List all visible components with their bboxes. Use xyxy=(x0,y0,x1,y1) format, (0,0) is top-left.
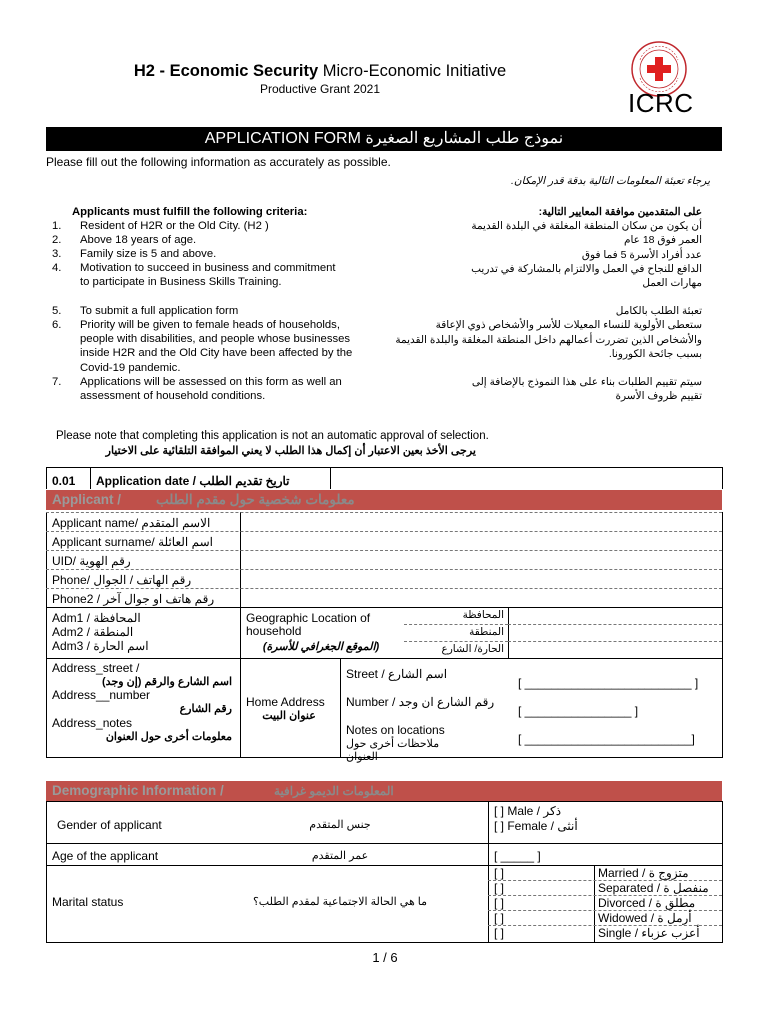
criteria-item: Above 18 years of age. xyxy=(80,234,197,246)
application-date-input[interactable] xyxy=(336,471,716,487)
criteria-num: 4. xyxy=(52,262,62,274)
adm1-input[interactable] xyxy=(512,609,718,623)
uid-input[interactable] xyxy=(244,552,718,568)
notice-text-ar: يرجى الأخذ بعين الاعتبار أن إكمال هذا الطلب لا يعني الموافقة التلقائية على الاختيار xyxy=(105,445,476,457)
criteria-num: 7. xyxy=(52,376,62,388)
geo-location-label: Geographic Location of household xyxy=(246,611,371,638)
street-input[interactable]: [ _________________________ ] xyxy=(518,676,699,690)
widowed-checkbox[interactable]: [ ] xyxy=(494,911,505,925)
adm3-input[interactable] xyxy=(512,643,718,657)
notes-field-label: Notes on locations xyxy=(346,723,445,737)
adm1-label: Adm1 / المحافظة xyxy=(52,611,141,625)
criteria-item: Resident of H2R or the Old City. (H2 ) xyxy=(80,220,269,232)
criteria-heading-ar: على المتقدمين موافقة المعايير التالية: xyxy=(538,206,702,218)
single-checkbox[interactable]: [ ] xyxy=(494,926,505,940)
adm1-label-ar: المحافظة xyxy=(462,609,504,621)
married-checkbox[interactable]: [ ] xyxy=(494,866,505,880)
address-notes-label-ar: معلومات أخرى حول العنوان xyxy=(105,731,232,743)
criteria-num: 3. xyxy=(52,248,62,260)
demographic-header-en: Demographic Information / xyxy=(52,783,224,798)
address-street-label: Address_street / xyxy=(52,661,140,675)
number-field-label: رقم الشارع ان وجد / Number xyxy=(346,695,495,709)
applicant-section-header xyxy=(46,490,722,510)
marital-status-label: Marital status xyxy=(52,895,124,909)
address-number-label-ar: رقم الشارع xyxy=(179,703,232,715)
criteria-num: 1. xyxy=(52,220,62,232)
criteria-item: Priority will be given to female heads of households, people with disabilities, and people whose businesses inside H2R and the Old City have been affected by the Covid-19 pandemic. xyxy=(80,319,353,374)
criteria-line-ar: الدافع للنجاح في العمل والالتزام بالمشاركة في تدريب xyxy=(471,262,702,275)
intro-text: Please fill out the following information as accurately as possible. xyxy=(46,155,391,169)
single-option: Single / أعزب عزباء xyxy=(598,926,700,940)
widowed-option: Widowed / أرمل ة xyxy=(598,911,692,925)
separated-option: Separated / منفصل ة xyxy=(598,881,709,895)
criteria-num: 6. xyxy=(52,319,62,331)
applicant-header-ar: معلومات شخصية حول مقدم الطلب xyxy=(156,492,355,507)
document-subtitle: Productive Grant 2021 xyxy=(259,82,381,96)
criteria-line-ar: العمر فوق 18 عام xyxy=(623,234,702,247)
criteria-item: Applications will be assessed on this form as well an assessment of household conditions. xyxy=(80,376,342,403)
adm-labels-ar xyxy=(404,607,504,658)
criteria-num: 2. xyxy=(52,234,62,246)
phone-input[interactable] xyxy=(244,571,718,587)
notice-text: Please note that completing this application is not an automatic approval of selection. xyxy=(56,430,489,442)
geo-location-label-ar: (الموقع الجغرافي للأسرة) xyxy=(262,641,380,653)
document-title: H2 - Economic Security Micro-Economic Initiative xyxy=(133,62,507,80)
application-date-number: 0.01 xyxy=(52,474,76,488)
gender-label-ar: جنس المتقدم xyxy=(309,819,371,831)
page-number: 1 / 6 xyxy=(372,950,398,965)
applicant-surname-label: Applicant surname/ اسم العائلة xyxy=(52,535,213,549)
applicant-name-label: Applicant name/ الاسم المتقدم xyxy=(52,516,211,530)
criteria-item: Family size is 5 and above. xyxy=(80,248,217,260)
criteria-line-ar: تعبئة الطلب بالكامل xyxy=(615,305,702,318)
address-number-label: Address__number xyxy=(52,688,151,702)
marital-status-label-ar: ما هي الحالة الاجتماعية لمقدم الطلب؟ xyxy=(252,896,428,908)
adm3-label: Adm3 / اسم الحارة xyxy=(52,639,149,653)
address-notes-label: Address_notes xyxy=(52,716,133,730)
criteria-line-ar: ستعطى الأولوية للنساء المعيلات للأسر والأشخاص ذوي الإعاقة xyxy=(435,319,702,332)
notes-field-label-ar: ملاحظات أخرى حول العنوان xyxy=(346,738,440,763)
org-name: ICRC xyxy=(628,88,694,118)
phone2-input[interactable] xyxy=(244,590,718,606)
number-input[interactable]: [ ________________ ] xyxy=(518,704,639,718)
divorced-option: Divorced / مطلق ة xyxy=(598,896,696,910)
criteria-item: To submit a full application form xyxy=(80,305,239,317)
street-field-label: اسم الشارع / Street xyxy=(346,667,448,681)
age-label: Age of the applicant xyxy=(52,849,159,863)
demographic-header-ar: المعلومات الديمو غرافية xyxy=(274,784,394,798)
home-address-label: Home Address xyxy=(246,695,325,709)
applicant-name-input[interactable] xyxy=(244,514,718,530)
criteria-line-ar: عدد أفراد الأسرة 5 فما فوق xyxy=(581,248,702,261)
criteria-num: 5. xyxy=(52,305,62,317)
criteria-line-ar: مهارات العمل xyxy=(642,277,702,290)
criteria-line-ar: والأشخاص الذين تضررت أعمالهم داخل المنطقة المغلقة والبلدة القديمة xyxy=(395,333,702,346)
criteria-line-ar: أن يكون من سكان المنطقة المغلقة في البلدة القديمة xyxy=(471,220,702,233)
male-checkbox[interactable]: [ ] Male / ذكر xyxy=(494,804,562,818)
phone2-label: Phone2 / رقم هاتف او جوال آخر xyxy=(52,592,215,606)
adm3-label-ar: الحارة/ الشارع xyxy=(441,643,504,655)
criteria-list-ar xyxy=(380,205,702,403)
applicant-header-en: Applicant / xyxy=(52,492,122,507)
female-checkbox[interactable]: [ ] Female / أنثى xyxy=(494,819,578,833)
application-date-label: Application date / تاريخ تقديم الطلب xyxy=(96,474,290,488)
adm2-input[interactable] xyxy=(512,626,718,640)
criteria-item: Motivation to succeed in business and commitment to participate in Business Skills Training. xyxy=(80,262,336,289)
age-input[interactable]: [ _____ ] xyxy=(494,849,541,863)
notes-input[interactable]: [ _________________________] xyxy=(518,732,695,746)
uid-label: UID/ رقم الهوية xyxy=(52,554,131,568)
adm2-label-ar: المنطقة xyxy=(469,626,504,638)
application-form-banner: APPLICATION FORM نموذج طلب المشاريع الصغيرة xyxy=(46,127,722,151)
intro-text-ar: يرجاء تعبئة المعلومات التالية بدقة قدر الإمكان. xyxy=(511,175,710,187)
demographic-section-header xyxy=(46,781,722,801)
separated-checkbox[interactable]: [ ] xyxy=(494,881,505,895)
age-label-ar: عمر المتقدم xyxy=(311,850,369,862)
home-address-label-ar: عنوان البيت xyxy=(262,710,316,722)
divorced-checkbox[interactable]: [ ] xyxy=(494,896,505,910)
criteria-line-ar: سيتم تقييم الطلبات بناء على هذا النموذج بالإضافة إلى xyxy=(471,376,702,389)
married-option: Married / متزوج ة xyxy=(598,866,689,880)
gender-label: Gender of applicant xyxy=(57,818,162,832)
address-street-label-ar: اسم الشارع والرقم (إن وجد) xyxy=(102,676,232,688)
criteria-line-ar: تقييم ظروف الأسرة xyxy=(615,390,702,403)
criteria-line-ar: بسبب جائحة الكورونا. xyxy=(608,347,702,360)
adm-labels xyxy=(52,611,149,653)
adm2-label: Adm2 / المنطقة xyxy=(52,625,134,639)
applicant-surname-input[interactable] xyxy=(244,533,718,549)
phone-label: Phone/ رقم الهاتف / الجوال xyxy=(52,573,192,587)
criteria-heading: Applicants must fulfill the following criteria: xyxy=(72,206,308,218)
